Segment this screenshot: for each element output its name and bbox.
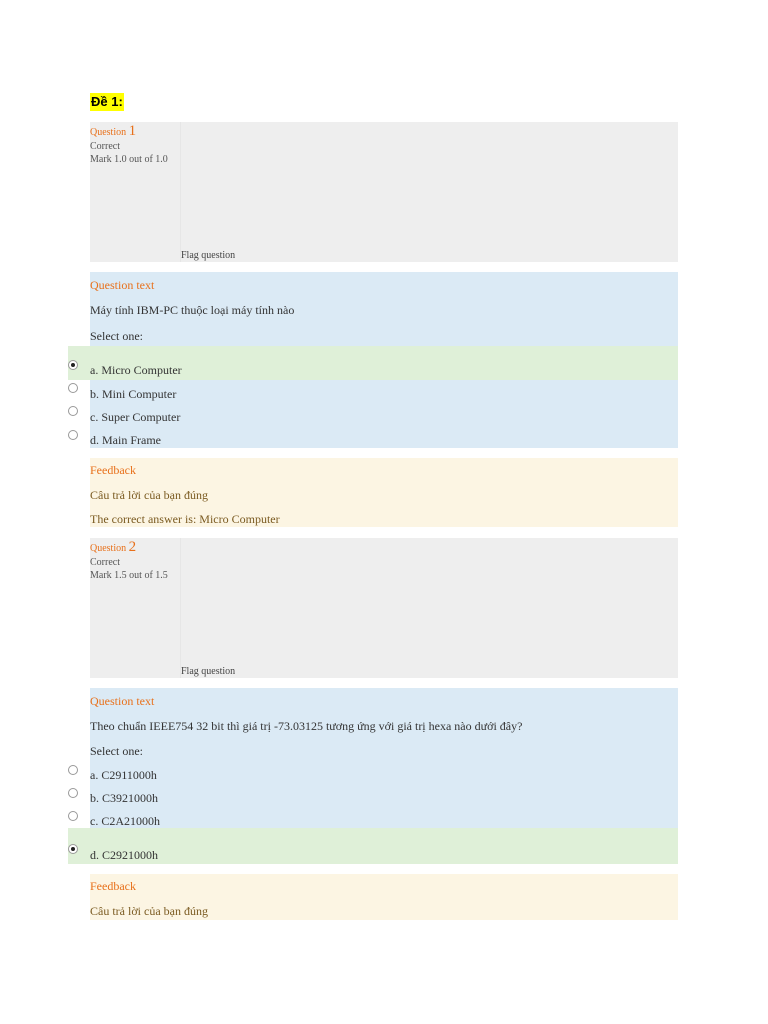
info-divider (180, 538, 181, 678)
radio-1c[interactable] (68, 406, 78, 416)
answer-1b[interactable]: b. Mini Computer (90, 387, 177, 401)
answer-1d[interactable]: d. Main Frame (90, 433, 161, 447)
question-2-content (90, 688, 678, 828)
feedback-text: Câu trả lời của bạn đúng (90, 488, 208, 502)
radio-1b[interactable] (68, 383, 78, 393)
question-1-text-title: Question text (90, 278, 155, 292)
info-divider (180, 122, 181, 262)
question-label-text: Question (90, 127, 127, 138)
radio-2c[interactable] (68, 811, 78, 821)
question-label-text: Question (90, 543, 127, 554)
question-number: 2 (128, 539, 137, 555)
question-2-info (90, 538, 678, 678)
question-2-text-title: Question text (90, 694, 155, 708)
radio-2b[interactable] (68, 788, 78, 798)
radio-1a[interactable] (68, 360, 78, 370)
question-2-text: Theo chuẩn IEEE754 32 bit thì giá trị -73.03125 tương ứng với giá trị hexa nào dưới đây? (90, 719, 523, 733)
question-2-state: Correct (90, 557, 120, 568)
question-2-mark: Mark 1.5 out of 1.5 (90, 570, 168, 581)
question-1-label (90, 124, 136, 140)
question-1-select-one: Select one: (90, 329, 143, 343)
flag-question-1-link[interactable]: Flag question (181, 250, 236, 261)
answer-2a[interactable]: a. C2911000h (90, 768, 157, 782)
question-2-select-one: Select one: (90, 744, 143, 758)
question-number: 1 (128, 123, 137, 139)
radio-2d[interactable] (68, 844, 78, 854)
page-heading: Đề 1: (91, 94, 123, 109)
feedback-title: Feedback (90, 463, 136, 477)
question-1-feedback (90, 458, 678, 527)
question-2-label (90, 540, 136, 556)
feedback-title: Feedback (90, 879, 136, 893)
question-1-mark: Mark 1.0 out of 1.0 (90, 154, 168, 165)
question-1-text: Máy tính IBM-PC thuộc loại máy tính nào (90, 303, 295, 317)
flag-question-2-link[interactable]: Flag question (181, 666, 236, 677)
answer-row-selected[interactable] (68, 828, 678, 864)
radio-1d[interactable] (68, 430, 78, 440)
feedback-text: Câu trả lời của bạn đúng (90, 904, 208, 918)
answer-1c[interactable]: c. Super Computer (90, 410, 181, 424)
question-2-feedback (90, 874, 678, 920)
answer-2b[interactable]: b. C3921000h (90, 791, 159, 805)
answer-2c[interactable]: c. C2A21000h (90, 814, 160, 828)
question-1-info (90, 122, 678, 262)
correct-answer-text: The correct answer is: Micro Computer (90, 512, 280, 526)
question-1-state: Correct (90, 141, 120, 152)
radio-2a[interactable] (68, 765, 78, 775)
answer-2d[interactable]: d. C2921000h (90, 848, 159, 862)
answer-1a[interactable]: a. Micro Computer (90, 363, 182, 377)
